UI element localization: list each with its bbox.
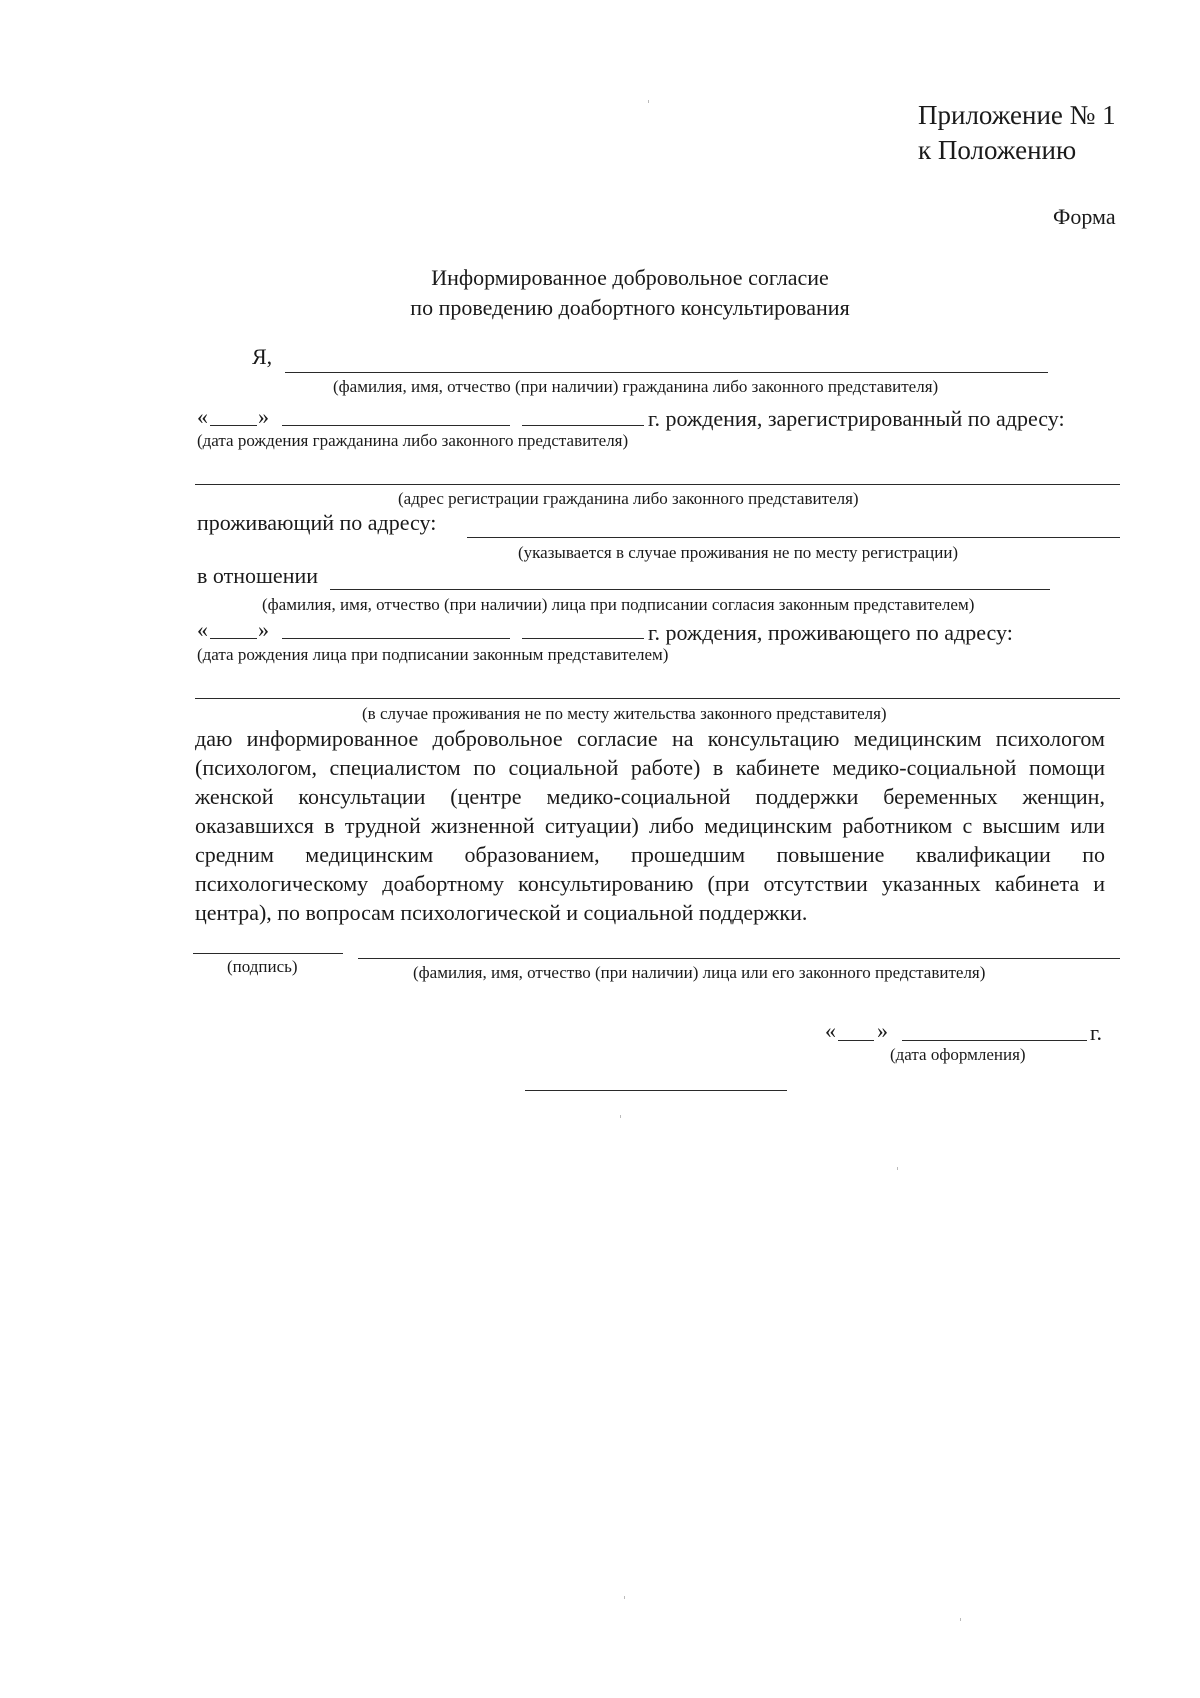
- consent-word: медицинским: [305, 842, 434, 867]
- registration-address-field[interactable]: [195, 484, 1120, 485]
- consent-word: социальной: [508, 755, 619, 780]
- date-quote-close: »: [877, 1018, 888, 1043]
- completion-day-field[interactable]: [838, 1040, 874, 1041]
- consent-word: медико-социальной: [546, 784, 731, 809]
- consent-word: медико-социальной: [832, 755, 1017, 780]
- title-line-1: Информированное добровольное согласие: [431, 265, 829, 290]
- consent-word: прошедшим: [631, 842, 746, 867]
- consent-word: специалистом: [329, 755, 461, 780]
- consent-word: информированное: [246, 726, 419, 751]
- birth-day-field[interactable]: [210, 425, 257, 426]
- consent-word: доабортному: [382, 871, 505, 896]
- caption-citizen-name: (фамилия, имя, отчество (при наличии) гражданина либо законного представителя): [333, 377, 939, 396]
- consent-word: средним: [195, 842, 274, 867]
- consent-word: кабинета: [994, 871, 1080, 896]
- consent-word: даю: [195, 726, 233, 751]
- consent-word: помощи: [1028, 755, 1105, 780]
- consent-word: с: [962, 813, 973, 838]
- title-line-2: по проведению доабортного консультирования: [410, 295, 850, 320]
- consent-word: либо: [649, 813, 694, 838]
- consent-word: повышение: [776, 842, 885, 867]
- caption-person-name: (фамилия, имя, отчество (при наличии) лица при подписании согласия законным представителем): [262, 595, 975, 614]
- scan-speck: [624, 1596, 625, 1599]
- scan-speck: [897, 1167, 898, 1170]
- consent-word: добровольное: [432, 726, 563, 751]
- caption-signer-name: (фамилия, имя, отчество (при наличии) лица или его законного представителя): [413, 963, 986, 982]
- consent-word: консультации: [298, 784, 426, 809]
- consent-line-5: [195, 842, 1105, 868]
- consent-word: или: [1070, 813, 1105, 838]
- quote-close-2: »: [258, 617, 269, 642]
- consent-word: оказавшихся: [195, 813, 314, 838]
- i-label: Я,: [252, 344, 273, 369]
- caption-residing: (указывается в случае проживания не по месту регистрации): [518, 543, 959, 562]
- citizen-name-field[interactable]: [285, 372, 1048, 373]
- scan-speck: [960, 1618, 961, 1621]
- residing-address-field[interactable]: [467, 537, 1120, 538]
- consent-word: консультированию: [518, 871, 694, 896]
- year-suffix: г.: [1090, 1020, 1103, 1045]
- person-birth-month-field[interactable]: [282, 638, 510, 639]
- consent-line-6: [195, 871, 1105, 897]
- consent-word: в: [324, 813, 335, 838]
- consent-word: ситуации): [544, 813, 639, 838]
- consent-word: женщин,: [1022, 784, 1105, 809]
- quote-open-2: «: [197, 617, 208, 642]
- consent-word: отсутствии: [763, 871, 868, 896]
- consent-word: в: [712, 755, 724, 780]
- completion-month-field[interactable]: [902, 1040, 1087, 1041]
- scan-speck: [648, 100, 649, 103]
- consent-word: консультацию: [707, 726, 840, 751]
- consent-word: работником: [842, 813, 953, 838]
- birth-residing-text: г. рождения, проживающего по адресу:: [648, 620, 1013, 645]
- caption-citizen-birth: (дата рождения гражданина либо законного представителя): [197, 431, 629, 450]
- consent-word: квалификации: [915, 842, 1051, 867]
- consent-line-7: центра), по вопросам психологической и социальной поддержки.: [195, 900, 808, 925]
- consent-line-3: [195, 784, 1105, 810]
- caption-person-address: (в случае проживания не по месту жительства законного представителя): [362, 704, 887, 723]
- birth-month-field[interactable]: [282, 425, 510, 426]
- consent-word: согласие: [576, 726, 658, 751]
- consent-word: по: [1082, 842, 1105, 867]
- appendix-reference: к Положению: [918, 135, 1077, 165]
- birth-registered-text: г. рождения, зарегистрированный по адресу:: [648, 406, 1065, 431]
- in-respect-label: в отношении: [197, 563, 319, 588]
- consent-word: (центре: [450, 784, 522, 809]
- person-address-field[interactable]: [195, 698, 1120, 699]
- quote-open: «: [197, 404, 208, 429]
- consent-word: жизненной: [431, 813, 535, 838]
- scan-speck: [620, 1115, 621, 1118]
- consent-word: беременных: [883, 784, 998, 809]
- consent-line-4: [195, 813, 1105, 839]
- consent-word: женской: [195, 784, 274, 809]
- consent-word: (при: [707, 871, 750, 896]
- consent-word: по: [473, 755, 496, 780]
- birth-year-field[interactable]: [522, 425, 644, 426]
- quote-close: »: [258, 404, 269, 429]
- consent-word: трудной: [344, 813, 421, 838]
- consent-line-1: [195, 726, 1105, 752]
- consent-word: и: [1093, 871, 1105, 896]
- consent-word: образованием,: [464, 842, 600, 867]
- consent-word: кабинете: [735, 755, 820, 780]
- appendix-number: Приложение № 1: [918, 100, 1116, 130]
- person-name-field[interactable]: [330, 589, 1050, 590]
- consent-word: указанных: [881, 871, 981, 896]
- form-label: Форма: [1053, 204, 1116, 229]
- person-birth-year-field[interactable]: [522, 638, 644, 639]
- consent-word: (психологом,: [195, 755, 317, 780]
- consent-word: поддержки: [755, 784, 859, 809]
- consent-word: высшим: [982, 813, 1061, 838]
- caption-date: (дата оформления): [890, 1045, 1026, 1064]
- consent-word: психологом: [995, 726, 1105, 751]
- closing-rule: [525, 1090, 787, 1091]
- caption-signature: (подпись): [227, 957, 298, 976]
- signer-name-field[interactable]: [358, 958, 1120, 959]
- consent-word: на: [671, 726, 694, 751]
- caption-registration-address: (адрес регистрации гражданина либо законного представителя): [398, 489, 859, 508]
- consent-line-2: [195, 755, 1105, 781]
- person-birth-day-field[interactable]: [210, 638, 257, 639]
- date-quote-open: «: [825, 1018, 836, 1043]
- consent-word: психологическому: [195, 871, 369, 896]
- consent-word: работе): [630, 755, 701, 780]
- consent-word: медицинским: [853, 726, 982, 751]
- caption-person-birth: (дата рождения лица при подписании законным представителем): [197, 645, 669, 664]
- residing-label: проживающий по адресу:: [197, 510, 437, 535]
- consent-word: медицинским: [704, 813, 833, 838]
- signature-field[interactable]: [193, 953, 343, 954]
